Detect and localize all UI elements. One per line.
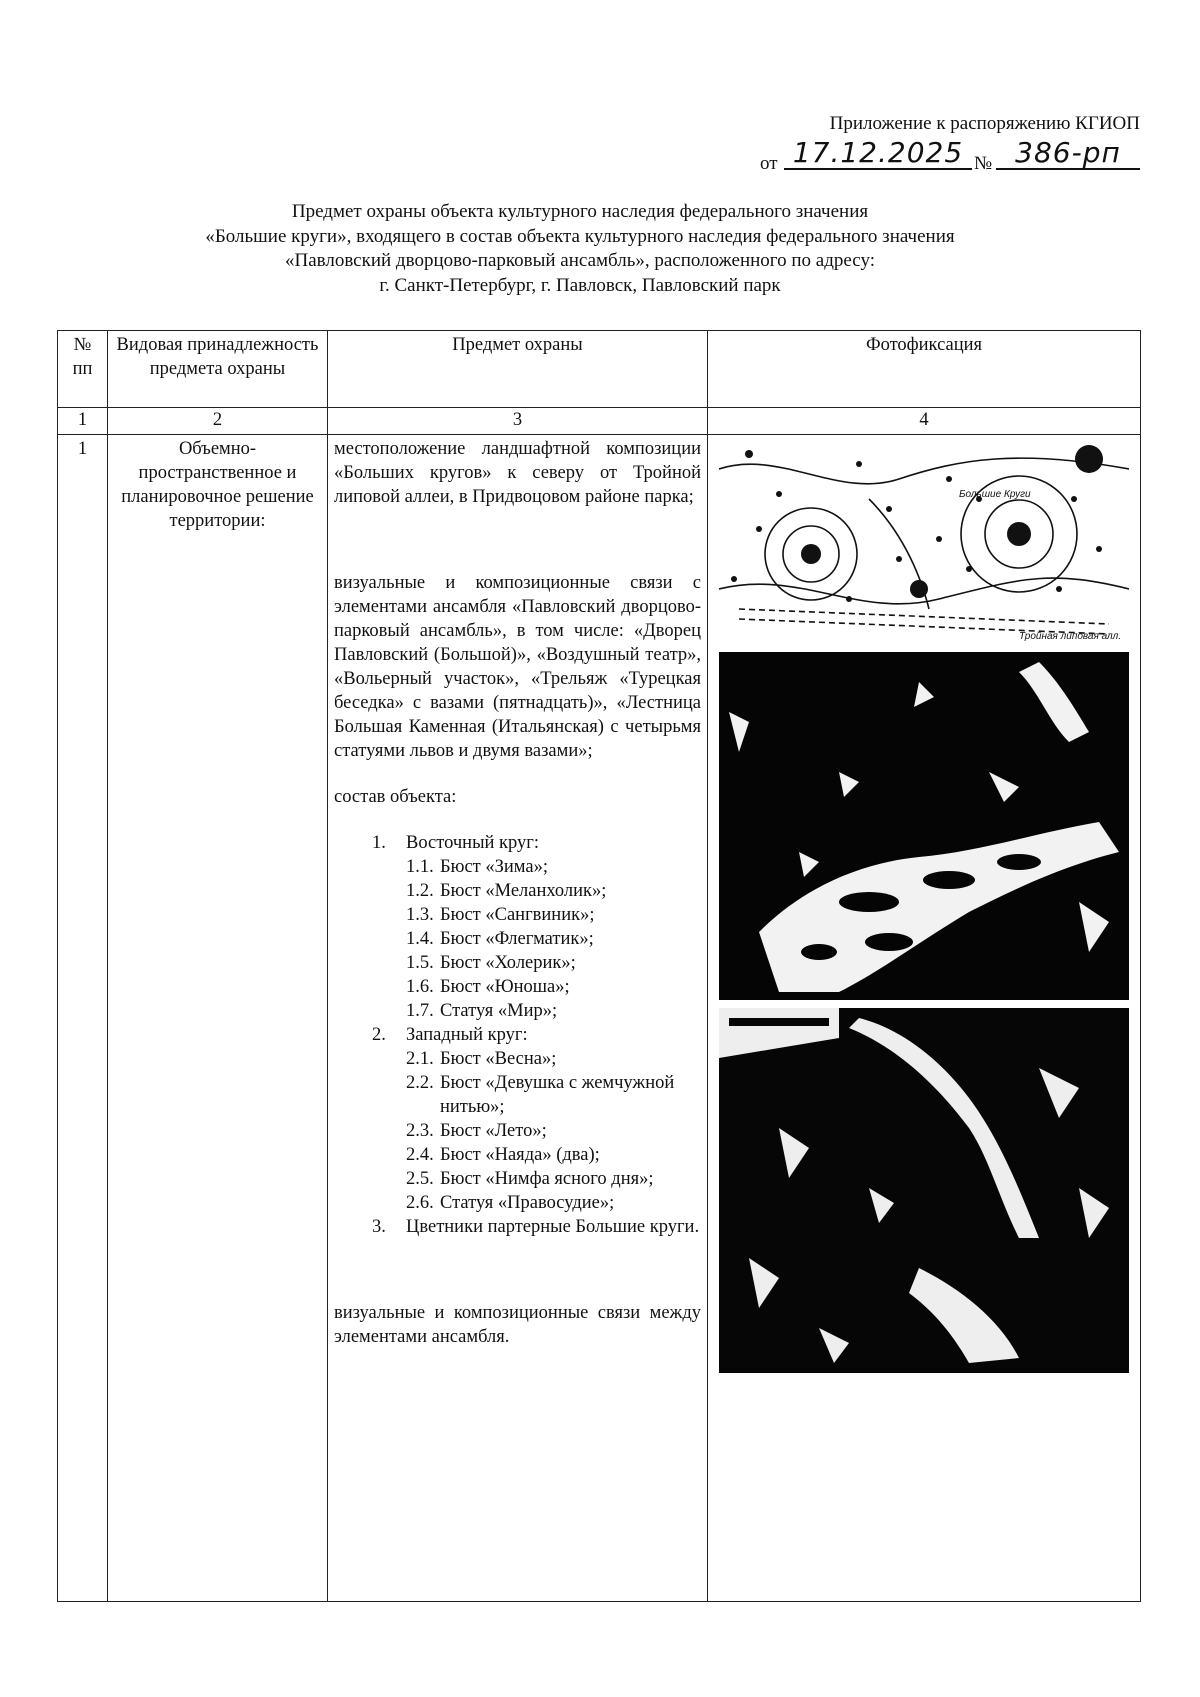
list-item: 1.5. Бюст «Холерик»; [406, 953, 576, 973]
aerial-photo-west-circle [719, 1008, 1129, 1373]
map-label: Большие Круги [959, 489, 1031, 500]
list-item: 1.6. Бюст «Юноша»; [406, 977, 570, 997]
from-label: от [760, 153, 778, 174]
list-item: 1. Восточный круг: 1.1. Бюст «Зима»; 1.2. Бюст «Меланхолик»; 1.3. Бюст «Сангвиник»; 1.4. Бюст «Флегматик»; 1.5. Бюст «Холерик»; 1.6. Бюст «Юноша»; 1.7. Статуя «Мир»; [372, 831, 701, 1023]
list-item: 3. Цветники партерные Большие круги. [372, 1217, 700, 1237]
col-number: 4 [708, 408, 1141, 435]
row-subject [328, 435, 708, 1602]
title-line-1: Предмет охраны объекта культурного наследия федерального значения [291, 201, 869, 222]
map-label: Тройная липовая алл. [1019, 631, 1122, 642]
location-text: местоположение ландшафтной композиции «Больших кругов» к северу от Тройной липовой аллеи, в Придвоцовом районе парка; [334, 439, 701, 507]
list-item: 1.1. Бюст «Зима»; [406, 857, 548, 877]
order-date: 17.12.2025 [784, 138, 972, 170]
table-header-row [58, 331, 1141, 408]
site-map-image [719, 439, 1129, 644]
list-item: 1.7. Статуя «Мир»; [406, 1001, 558, 1021]
header-photo: Фотофиксация [708, 331, 1141, 408]
col-number: 1 [58, 408, 108, 435]
visual-links-text: визуальные и композиционные связи с элементами ансамбля «Павловский дворцово-парковый ансамбль», в том числе: «Дворец Павловский (Большой)», «Воздушный театр», «Вольерный участок», «Трельяж «Турецкая беседка» с вазами (пятнадцать)», «Лестница Большая Каменная (Итальянская) с четырьмя статуями львов и двумя вазами»; [334, 573, 701, 761]
aerial-photo-east-circle [719, 652, 1129, 1000]
order-line [760, 138, 1140, 178]
list-item: 2. Западный круг: 2.1. Бюст «Весна»; 2.2. Бюст «Девушка с жемчужной нитью»; 2.3. Бюст «Лето»; 2.4. Бюст «Наяда» (два); 2.5. Бюст «Нимфа ясного дня»; 2.6. Статуя «Правосудие»; [372, 1023, 701, 1215]
row-type: Объемно-пространственное и планировочное решение территории: [108, 435, 328, 1602]
inner-links-text: визуальные и композиционные связи между элементами ансамбля. [334, 1303, 701, 1347]
header-type: Видовая принадлежность предмета охраны [108, 331, 328, 408]
col-number: 2 [108, 408, 328, 435]
list-item: 1.2. Бюст «Меланхолик»; [406, 881, 607, 901]
header-num: № пп [58, 331, 108, 408]
list-item: 2.4. Бюст «Наяда» (два); [406, 1145, 600, 1165]
list-item: 1.4. Бюст «Флегматик»; [406, 929, 594, 949]
title-line-2: «Большие круги», входящего в состав объекта культурного наследия федерального значения [205, 225, 955, 247]
header-subject: Предмет охраны [328, 331, 708, 408]
title-line-4: г. Санкт-Петербург, г. Павловск, Павловский парк [379, 274, 781, 296]
composition-label: состав объекта: [334, 787, 457, 807]
list-item: 2.5. Бюст «Нимфа ясного дня»; [406, 1169, 654, 1189]
list-item: 2.2. Бюст «Девушка с жемчужной нитью»; [406, 1073, 675, 1117]
number-label: № [974, 153, 993, 174]
column-number-row [58, 408, 1141, 435]
composition-list [334, 831, 701, 1239]
list-item: 2.3. Бюст «Лето»; [406, 1121, 547, 1141]
list-item: 2.1. Бюст «Весна»; [406, 1049, 557, 1069]
row-photos [708, 435, 1141, 1602]
document-title [110, 200, 1050, 298]
col-number: 3 [328, 408, 708, 435]
approval-block [760, 112, 1140, 178]
list-item: 1.3. Бюст «Сангвиник»; [406, 905, 595, 925]
title-line-3: «Павловский дворцово-парковый ансамбль», расположенного по адресу: [284, 250, 876, 271]
order-number: 386-рп [996, 138, 1140, 170]
appendix-label: Приложение к распоряжению КГИОП [829, 113, 1140, 134]
list-item: 2.6. Статуя «Правосудие»; [406, 1193, 615, 1213]
row-number: 1 [58, 435, 108, 1602]
protection-subject-table [57, 330, 1141, 1602]
table-row [58, 435, 1141, 1602]
